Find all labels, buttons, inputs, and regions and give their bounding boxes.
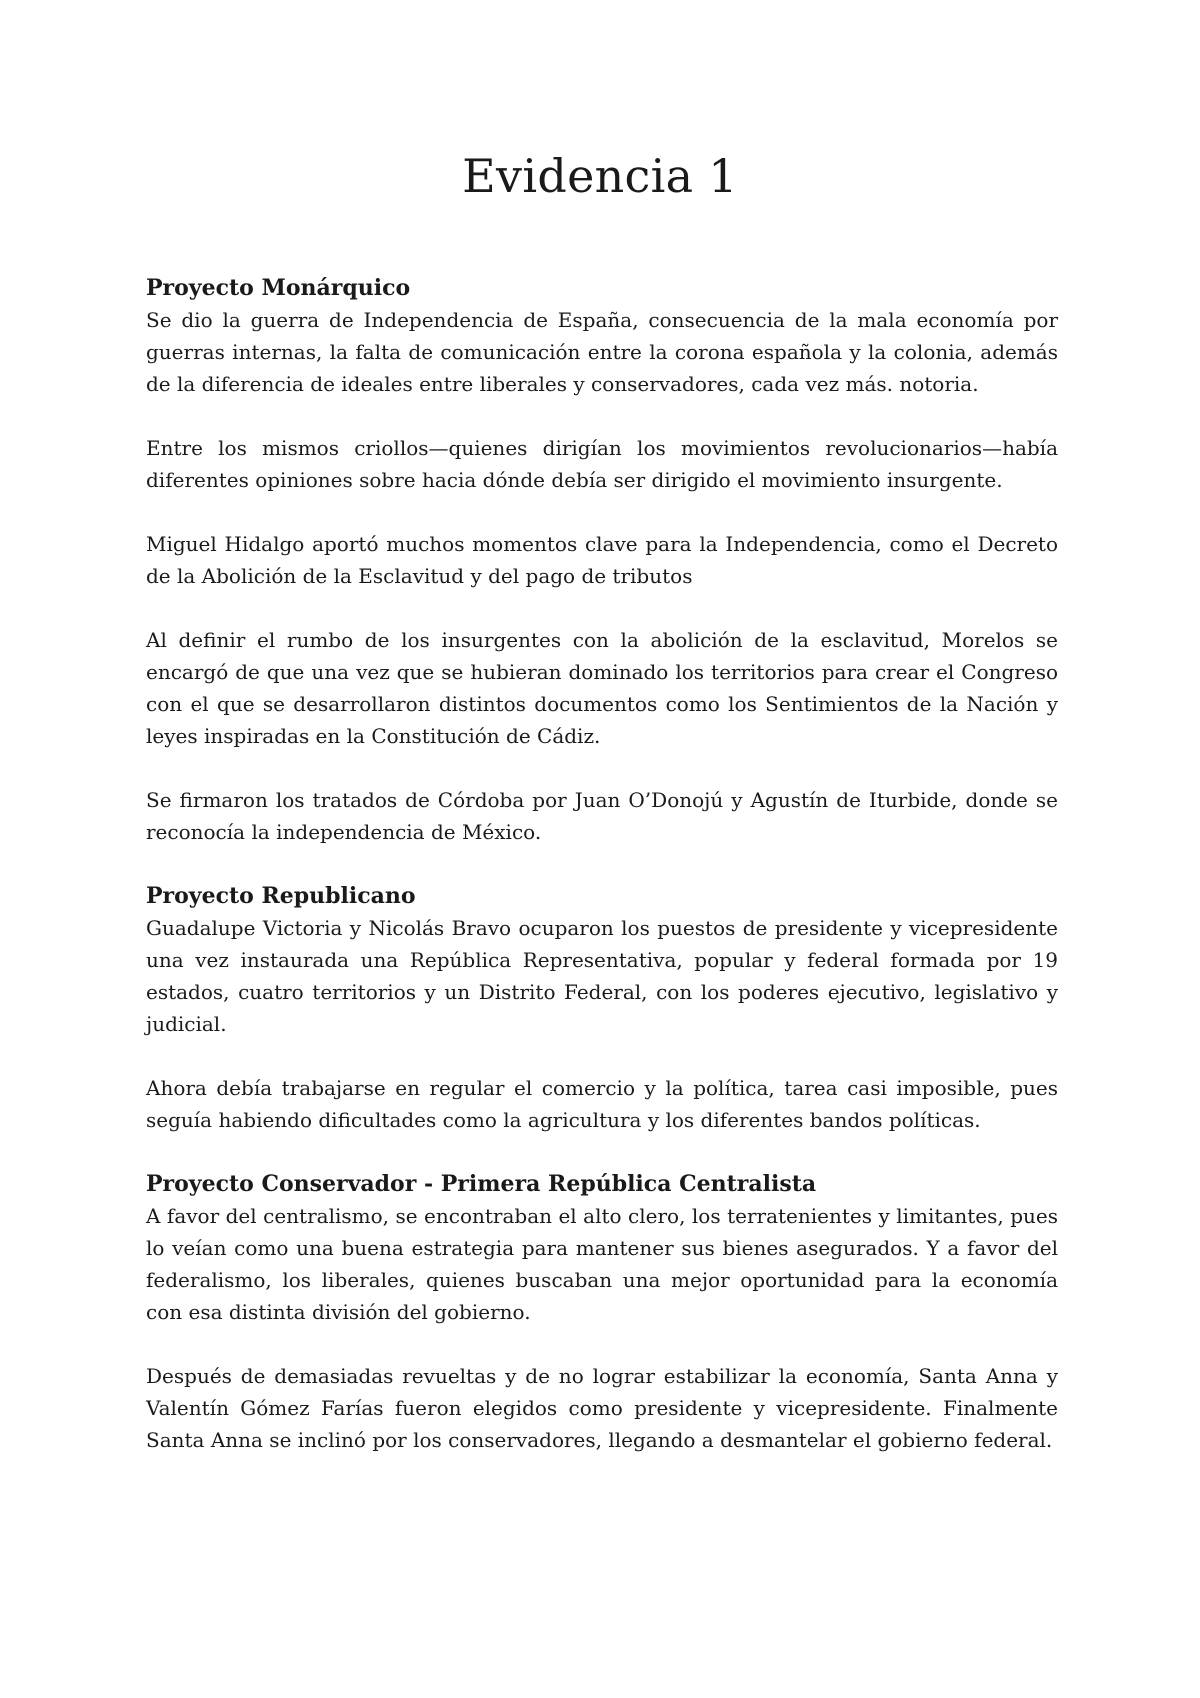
section-proyecto-republicano — [146, 880, 1058, 1136]
paragraph: Después de demasiadas revueltas y de no lograr estabilizar la economía, Santa Anna y Valentín Gómez Farías fueron elegidos como presidente y vicepresidente. Finalmente Santa Anna se inclinó por los conservadores, llegando a desmantelar el gobierno federal. — [146, 1364, 1058, 1452]
paragraph: Al definir el rumbo de los insurgentes con la abolición de la esclavitud, Morelos se encargó de que una vez que se hubieran dominado los territorios para crear el Congreso con el que se desarrollaron distintos documentos como los Sentimientos de la Nación y leyes inspiradas en la Constitución de Cádiz. — [146, 628, 1058, 748]
paragraph: Miguel Hidalgo aportó muchos momentos clave para la Independencia, como el Decreto de la Abolición de la Esclavitud y del pago de tributos — [146, 532, 1058, 588]
paragraph: Se dio la guerra de Independencia de España, consecuencia de la mala economía por guerras internas, la falta de comunicación entre la corona española y la colonia, además de la diferencia de ideales entre liberales y conservadores, cada vez más. notoria. — [146, 308, 1058, 396]
section-proyecto-conservador — [146, 1168, 1058, 1456]
section-proyecto-monarquico — [146, 272, 1058, 848]
paragraph: A favor del centralismo, se encontraban el alto clero, los terratenientes y limitantes, pues lo veían como una buena estrategia para mantener sus bienes asegurados. Y a favor del federalismo, los liberales, quienes buscaban una mejor oportunidad para la economía con esa distinta división del gobierno. — [146, 1204, 1058, 1324]
section-heading: Proyecto Monárquico — [146, 275, 411, 301]
section-heading: Proyecto Republicano — [146, 883, 416, 909]
paragraph: Guadalupe Victoria y Nicolás Bravo ocuparon los puestos de presidente y vicepresidente una vez instaurada una República Representativa, popular y federal formada por 19 estados, cuatro territorios y un Distrito Federal, con los poderes ejecutivo, legislativo y judicial. — [146, 916, 1058, 1036]
document-title: Evidencia 1 — [462, 149, 738, 203]
document-body — [146, 272, 1058, 1456]
section-heading: Proyecto Conservador - Primera República Centralista — [146, 1171, 817, 1197]
paragraph: Entre los mismos criollos—quienes dirigían los movimientos revolucionarios—había diferentes opiniones sobre hacia dónde debía ser dirigido el movimiento insurgente. — [146, 436, 1058, 492]
paragraph: Se firmaron los tratados de Córdoba por Juan O’Donojú y Agustín de Iturbide, donde se reconocía la independencia de México. — [146, 788, 1058, 844]
paragraph: Ahora debía trabajarse en regular el comercio y la política, tarea casi imposible, pues seguía habiendo dificultades como la agricultura y los diferentes bandos políticas. — [146, 1076, 1058, 1132]
